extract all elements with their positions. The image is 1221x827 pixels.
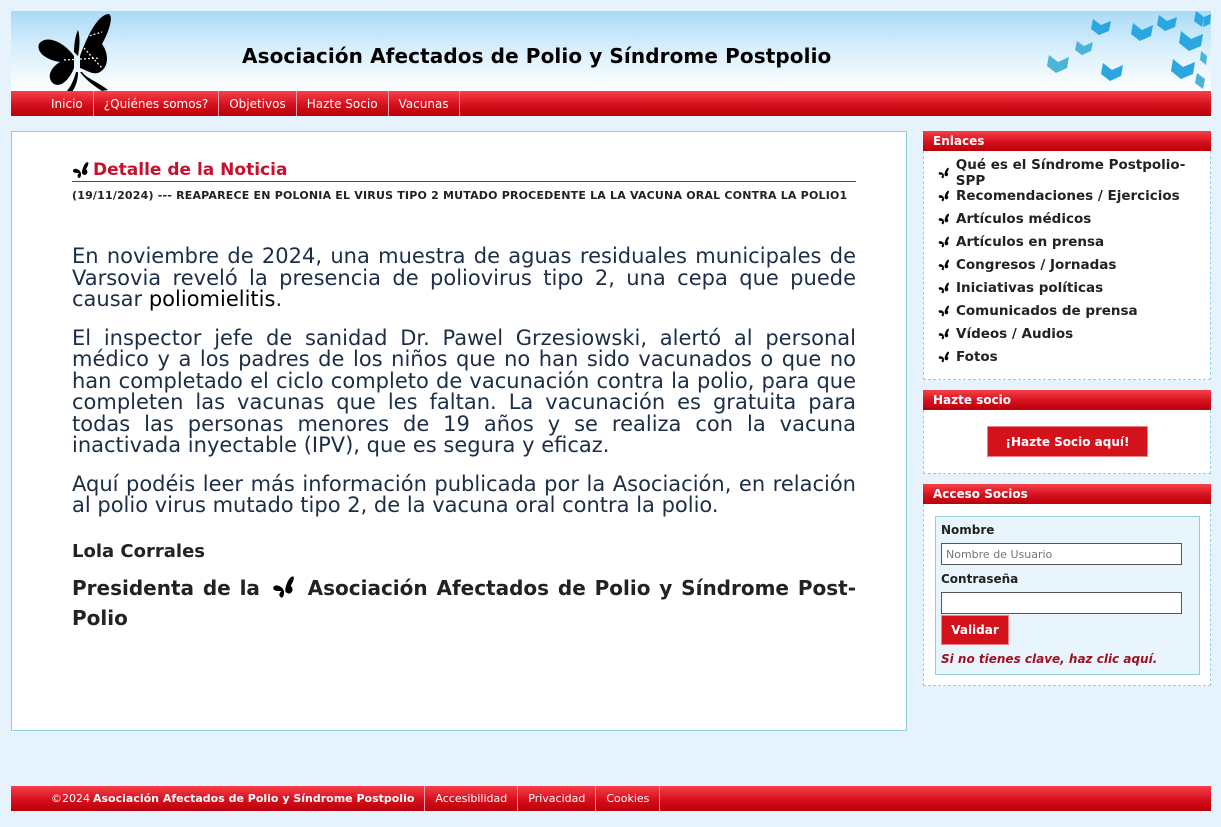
- butterfly-bullet-icon: [938, 213, 950, 225]
- nav-item-hazte-socio[interactable]: Hazte Socio: [297, 91, 389, 116]
- sidebar-link-label: Congresos / Jornadas: [956, 256, 1117, 273]
- article-heading-text: Detalle de la Noticia: [93, 159, 288, 180]
- join-box-title: Hazte socio: [923, 390, 1211, 410]
- butterfly-bullet-icon: [938, 190, 950, 202]
- paragraph-text: En noviembre de 2024, una muestra de aguas residuales municipales de Varsovia reveló la presencia de poliovirus tipo 2, una cepa que puede causar: [72, 244, 856, 311]
- sidebar-link[interactable]: [938, 299, 1210, 322]
- signature-role-prefix: Presidenta de la: [72, 576, 260, 600]
- sidebar-link[interactable]: [938, 345, 1210, 368]
- password-input[interactable]: [941, 592, 1182, 614]
- site-header: [11, 11, 1211, 91]
- no-password-link[interactable]: Si no tienes clave, haz clic aquí.: [941, 652, 1158, 666]
- sidebar-link[interactable]: [938, 207, 1210, 230]
- butterfly-inline-icon: [271, 575, 297, 599]
- butterfly-bullet-icon: [938, 282, 950, 294]
- butterfly-logo-icon[interactable]: [36, 12, 118, 91]
- nav-item-vacunas[interactable]: Vacunas: [389, 91, 460, 116]
- sidebar-link-label: Artículos en prensa: [956, 233, 1105, 250]
- sidebar-link[interactable]: [938, 322, 1210, 345]
- butterfly-bullet-icon: [938, 236, 950, 248]
- sidebar-link[interactable]: [938, 156, 1210, 189]
- nav-item-quienes-somos[interactable]: ¿Quiénes somos?: [94, 91, 219, 116]
- footer-link-cookies[interactable]: Cookies: [596, 786, 660, 811]
- article-panel: [11, 131, 907, 731]
- join-button[interactable]: ¡Hazte Socio aquí!: [987, 426, 1148, 457]
- butterfly-bullet-icon: [938, 305, 950, 317]
- article-subtitle: (19/11/2024) --- REAPARECE EN POLONIA EL VIRUS TIPO 2 MUTADO PROCEDENTE LA LA VACUNA ORAL CONTRA LA POLIO1: [72, 189, 848, 202]
- footer-link-accesibilidad[interactable]: Accesibilidad: [425, 786, 518, 811]
- sidebar-link-label: Recomendaciones / Ejercicios: [956, 187, 1180, 204]
- nav-item-inicio[interactable]: Inicio: [41, 91, 94, 116]
- sidebar-link[interactable]: [938, 184, 1210, 207]
- decorative-butterflies-icon: [1041, 11, 1211, 91]
- username-input[interactable]: [941, 543, 1182, 565]
- login-form: [935, 516, 1200, 675]
- login-box-title: Acceso Socios: [923, 484, 1211, 504]
- butterfly-bullet-icon: [938, 328, 950, 340]
- article-paragraph: Aquí podéis leer más información publicada por la Asociación, en relación al polio virus mutado tipo 2, de la vacuna oral contra la polio.: [72, 471, 856, 517]
- links-list: [924, 151, 1210, 368]
- butterfly-bullet-icon: [72, 161, 90, 179]
- butterfly-bullet-icon: [938, 259, 950, 271]
- sidebar-link-label: Qué es el Síndrome Postpolio-SPP: [955, 156, 1186, 189]
- sidebar-link[interactable]: [938, 253, 1210, 276]
- sidebar-link-label: Comunicados de prensa: [956, 302, 1138, 319]
- site-title: Asociación Afectados de Polio y Síndrome Postpolio: [242, 44, 832, 68]
- sidebar-link[interactable]: [938, 230, 1210, 253]
- sidebar-link-label: Artículos médicos: [956, 210, 1092, 227]
- footer-org-name: Asociación Afectados de Polio y Síndrome Postpolio: [93, 792, 415, 805]
- signature-role-suffix: Asociación Afectados de Polio y Síndrome Post-Polio: [72, 576, 856, 630]
- nav-item-objetivos[interactable]: Objetivos: [219, 91, 297, 116]
- login-submit-button[interactable]: Validar: [941, 615, 1009, 645]
- footer-link-privacidad[interactable]: Privacidad: [518, 786, 596, 811]
- password-label: Contraseña: [941, 572, 1019, 586]
- sidebar-link-label: Vídeos / Audios: [956, 325, 1074, 342]
- links-box: [923, 131, 1211, 380]
- login-box: [923, 484, 1211, 686]
- main-nav: [11, 91, 1211, 116]
- sidebar-link-label: Fotos: [956, 348, 998, 365]
- paragraph-end: .: [275, 287, 283, 311]
- sidebar-link-label: Iniciativas políticas: [956, 279, 1104, 296]
- site-footer: [11, 786, 1211, 811]
- join-box: [923, 390, 1211, 474]
- butterfly-bullet-icon: [938, 167, 950, 179]
- signature-role: [72, 573, 856, 633]
- signature-name: Lola Corrales: [72, 541, 205, 562]
- poliomielitis-link[interactable]: poliomielitis: [148, 287, 276, 311]
- sidebar-link[interactable]: [938, 276, 1210, 299]
- article-heading: [72, 158, 856, 182]
- butterfly-bullet-icon: [938, 351, 950, 363]
- links-box-title: Enlaces: [923, 131, 1211, 151]
- footer-copyright: [41, 786, 425, 811]
- username-label: Nombre: [941, 523, 995, 537]
- article-paragraph: El inspector jefe de sanidad Dr. Pawel Grzesiowski, alertó al personal médico y a los padres de los niños que no han sido vacunados o que no han completado el ciclo completo de vacunación contra la polio, para que completen las vacunas que les faltan. La vacunación es gratuita para todas las personas menores de 19 años y se realiza con la vacuna inactivada inyectable (IPV), que es segura y eficaz.: [72, 325, 856, 457]
- article-paragraph: [72, 246, 856, 311]
- copyright-year: ©2024: [51, 792, 90, 805]
- article-body: [72, 246, 856, 534]
